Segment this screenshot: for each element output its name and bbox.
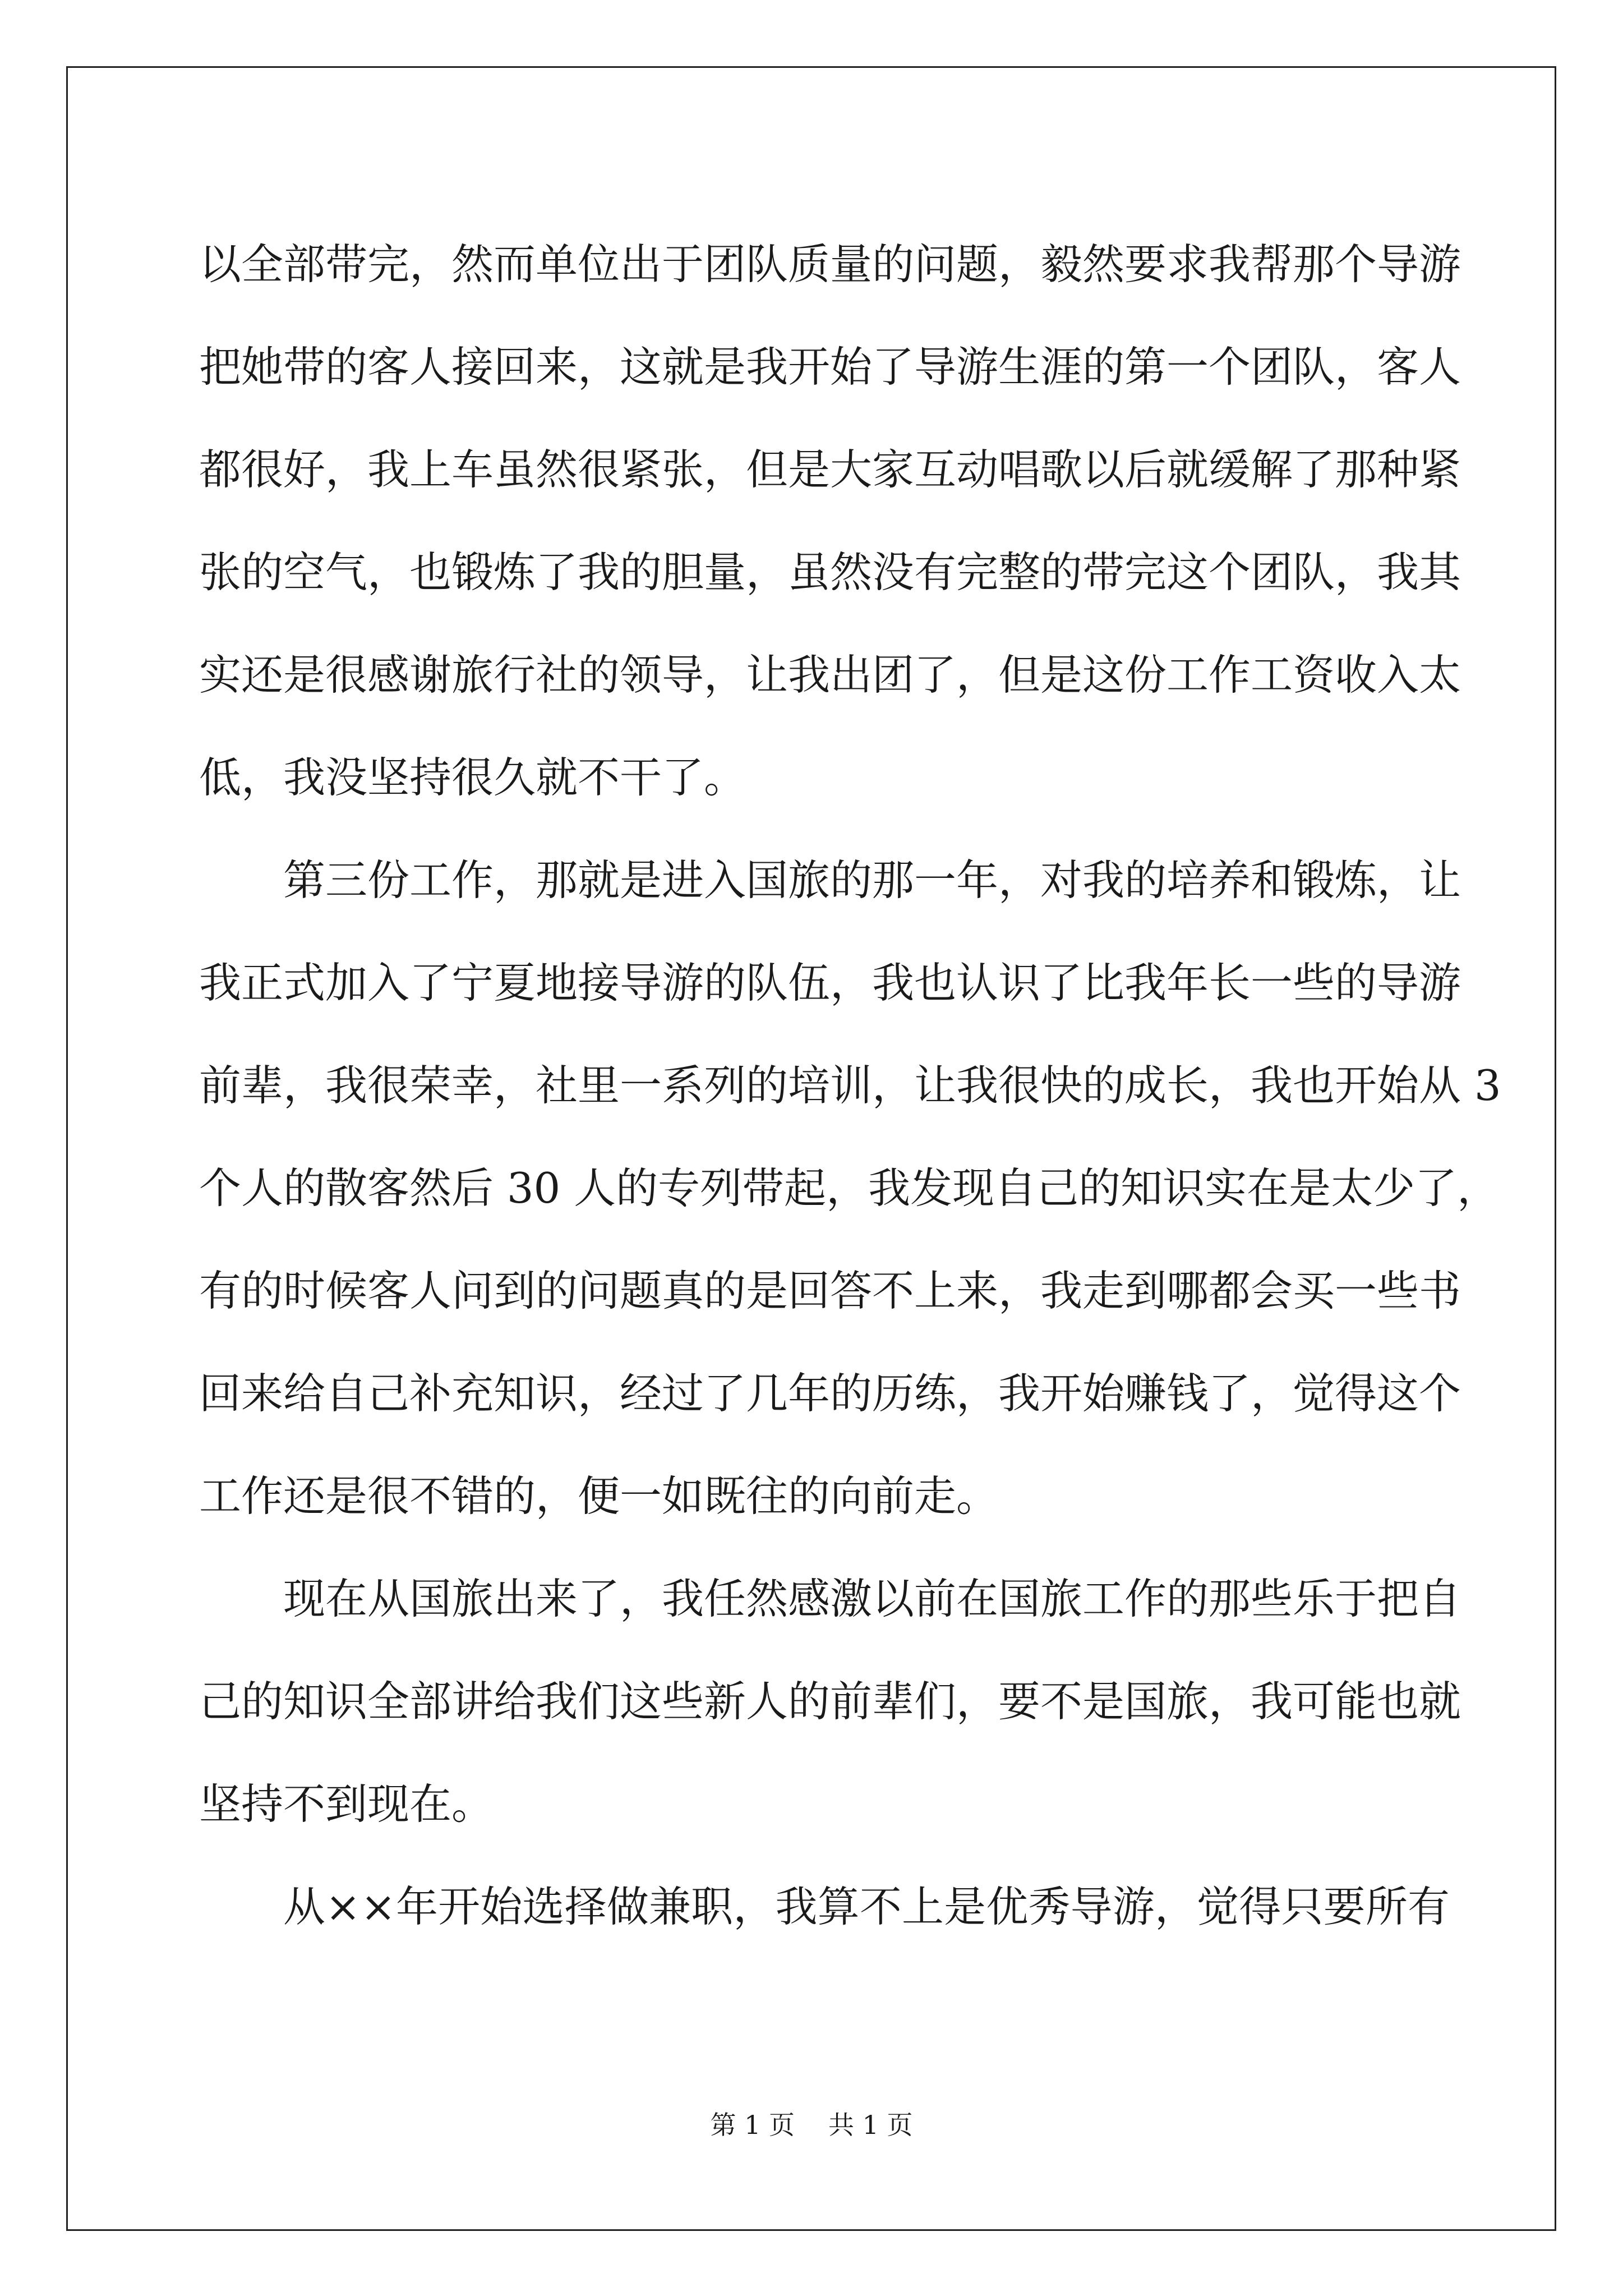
text-line-1: 以全部带完，然而单位出于团队质量的问题，毅然要求我帮那个导游 — [199, 240, 1461, 289]
text-line-2: 把她带的客人接回来，这就是我开始了导游生涯的第一个团队，客人 — [199, 342, 1461, 392]
page-number-total: 共 1 页 — [828, 2110, 913, 2140]
text-line-6: 低，我没坚持很久就不干了。 — [199, 753, 746, 802]
text-line-16: 坚持不到现在。 — [199, 1779, 494, 1829]
text-line-4: 张的空气，也锻炼了我的胆量，虽然没有完整的带完这个团队，我其 — [199, 547, 1461, 597]
text-line-17: 从××年开始选择做兼职，我算不上是优秀导游，觉得只要所有 — [283, 1882, 1450, 1931]
text-line-12: 回来给自己补充知识，经过了几年的历练，我开始赚钱了，觉得这个 — [199, 1369, 1461, 1418]
text-line-9: 前辈，我很荣幸，社里一系列的培训，让我很快的成长，我也开始从 3 — [199, 1061, 1501, 1110]
text-line-3: 都很好，我上车虽然很紧张，但是大家互动唱歌以后就缓解了那种紧 — [199, 445, 1461, 494]
text-line-13: 工作还是很不错的，便一如既往的向前走。 — [199, 1471, 999, 1521]
text-line-7: 第三份工作，那就是进入国旅的那一年，对我的培养和锻炼，让 — [283, 855, 1461, 905]
text-line-11: 有的时候客人问到的问题真的是回答不上来，我走到哪都会买一些书 — [199, 1266, 1461, 1315]
text-line-15: 己的知识全部讲给我们这些新人的前辈们，要不是国旅，我可能也就 — [199, 1677, 1461, 1726]
document-body — [199, 213, 1501, 1958]
page-footer — [0, 2108, 1623, 2142]
page-number-current: 第 1 页 — [710, 2110, 795, 2140]
text-line-8: 我正式加入了宁夏地接导游的队伍，我也认识了比我年长一些的导游 — [199, 958, 1461, 1007]
text-line-14: 现在从国旅出来了，我任然感激以前在国旅工作的那些乐于把自 — [283, 1574, 1461, 1623]
text-line-5: 实还是很感谢旅行社的领导，让我出团了，但是这份工作工资收入太 — [199, 650, 1461, 700]
text-line-10: 个人的散客然后 30 人的专列带起，我发现自己的知识实在是太少了， — [199, 1163, 1500, 1213]
